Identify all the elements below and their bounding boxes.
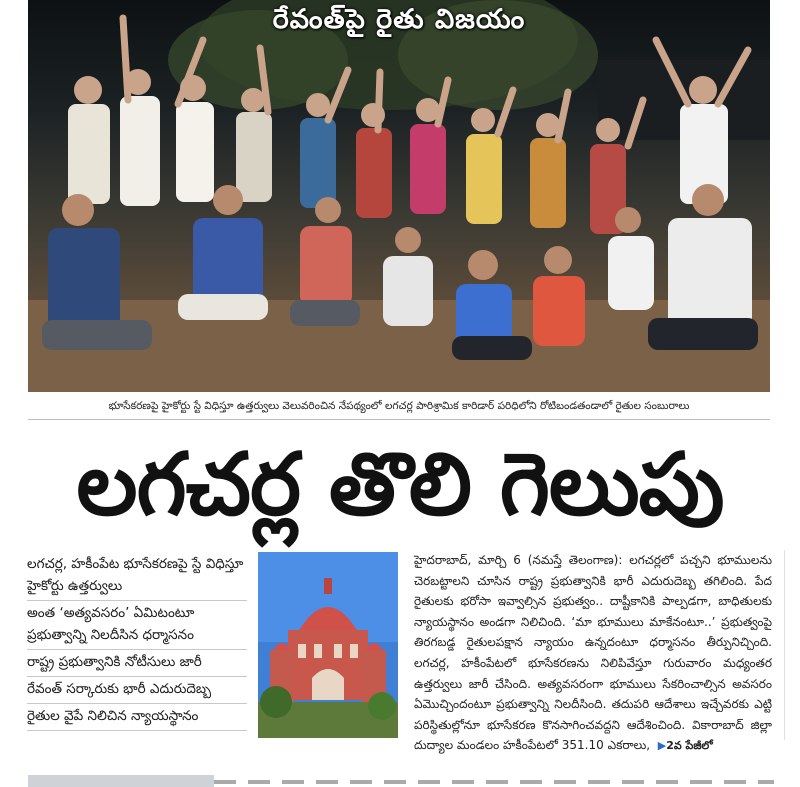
next-story-block — [28, 775, 214, 787]
article-body — [414, 550, 772, 757]
next-headline-fragment — [214, 780, 774, 784]
continuation-label: 2వ పేజీలో — [666, 739, 713, 753]
play-arrow-icon: ▶ — [657, 739, 667, 753]
highlight-item: రాష్ట్ర ప్రభుత్వానికి నోటీసులు జారీ — [27, 650, 247, 677]
highlight-item: రైతుల వైపే నిలిచిన న్యాయస్థానం — [27, 704, 247, 731]
continuation-link[interactable] — [654, 739, 713, 752]
lead-photo — [28, 0, 770, 392]
high-court-building-icon — [258, 552, 398, 738]
highlight-item: లగచర్ల, హకీంపేట భూసేకరణపై స్టే విధిస్తూ హైకోర్టు ఉత్తర్వులు — [27, 552, 247, 601]
article-text: హైదరాబాద్, మార్చి 6 (నమస్తే తెలంగాణ): లగచర్లలో పచ్చని భూములను చెరబట్టాలని చూసిన రాష్ట్ర ప్రభుత్వానికి భారీ ఎదురుదెబ్బ తగిలింది. పేద రైతులకు భరోసా ఇవ్వాల్సిన ప్రభుత్వం.. దాష్టీకానికి పాల్పడగా, బాధితులకు న్యాయస్థానం అండగా నిలిచింది. ‘మా భూములు మాకేనంటూ..’ ప్రభుత్వంపై తిరగబడ్డ రైతులపక్షాన న్యాయం ఉన్నదంటూ ధర్మాసనం తీర్పునిచ్చింది. లగచర్ల, హకీంపేటలో భూసేకరణను నిలిపివేస్తూ గురువారం మధ్యంతర ఉత్తర్వులు జారీ చేసింది. అత్యవసరంగా భూములు సేకరించాల్సిన అవసరం ఏమొచ్చిందంటూ ప్రభుత్వాన్ని నిలదీసింది. తదుపరి ఆదేశాలు ఇచ్చేవరకు ఎట్టి పరిస్థితుల్లోనూ భూసేకరణ కొనసాగించవద్దని ఆదేశించింది. వికారాబాద్ జిల్లా దుద్యాల మండలం హకీంపేటలో 351.10 ఎకరాలు, — [414, 553, 772, 753]
caption-divider — [28, 419, 770, 420]
column-divider — [784, 550, 785, 740]
high-court-photo — [258, 552, 398, 738]
highlight-item: రేవంత్ సర్కారుకు భారీ ఎదురుదెబ్బ — [27, 677, 247, 704]
crowd-illustration — [28, 0, 770, 392]
photo-kicker: రేవంత్‌పై రైతు విజయం — [272, 4, 526, 35]
photo-caption: భూసేకరణపై హైకోర్టు స్టే విధిస్తూ ఉత్తర్వులు వెలువరించిన నేపథ్యంలో లగచర్ల పారిశ్రామిక కారిడార్ పరిధిలోని రోటిబండతండాలో రైతుల సంబురాలు — [108, 400, 690, 412]
highlights-list — [27, 552, 247, 731]
highlight-item: అంత ‘అత్యవసరం’ ఏమిటంటూ ప్రభుత్వాన్ని నిలదీసిన ధర్మాసనం — [27, 601, 247, 650]
main-headline: లగచర్ల తొలి గెలుపు — [76, 435, 724, 535]
